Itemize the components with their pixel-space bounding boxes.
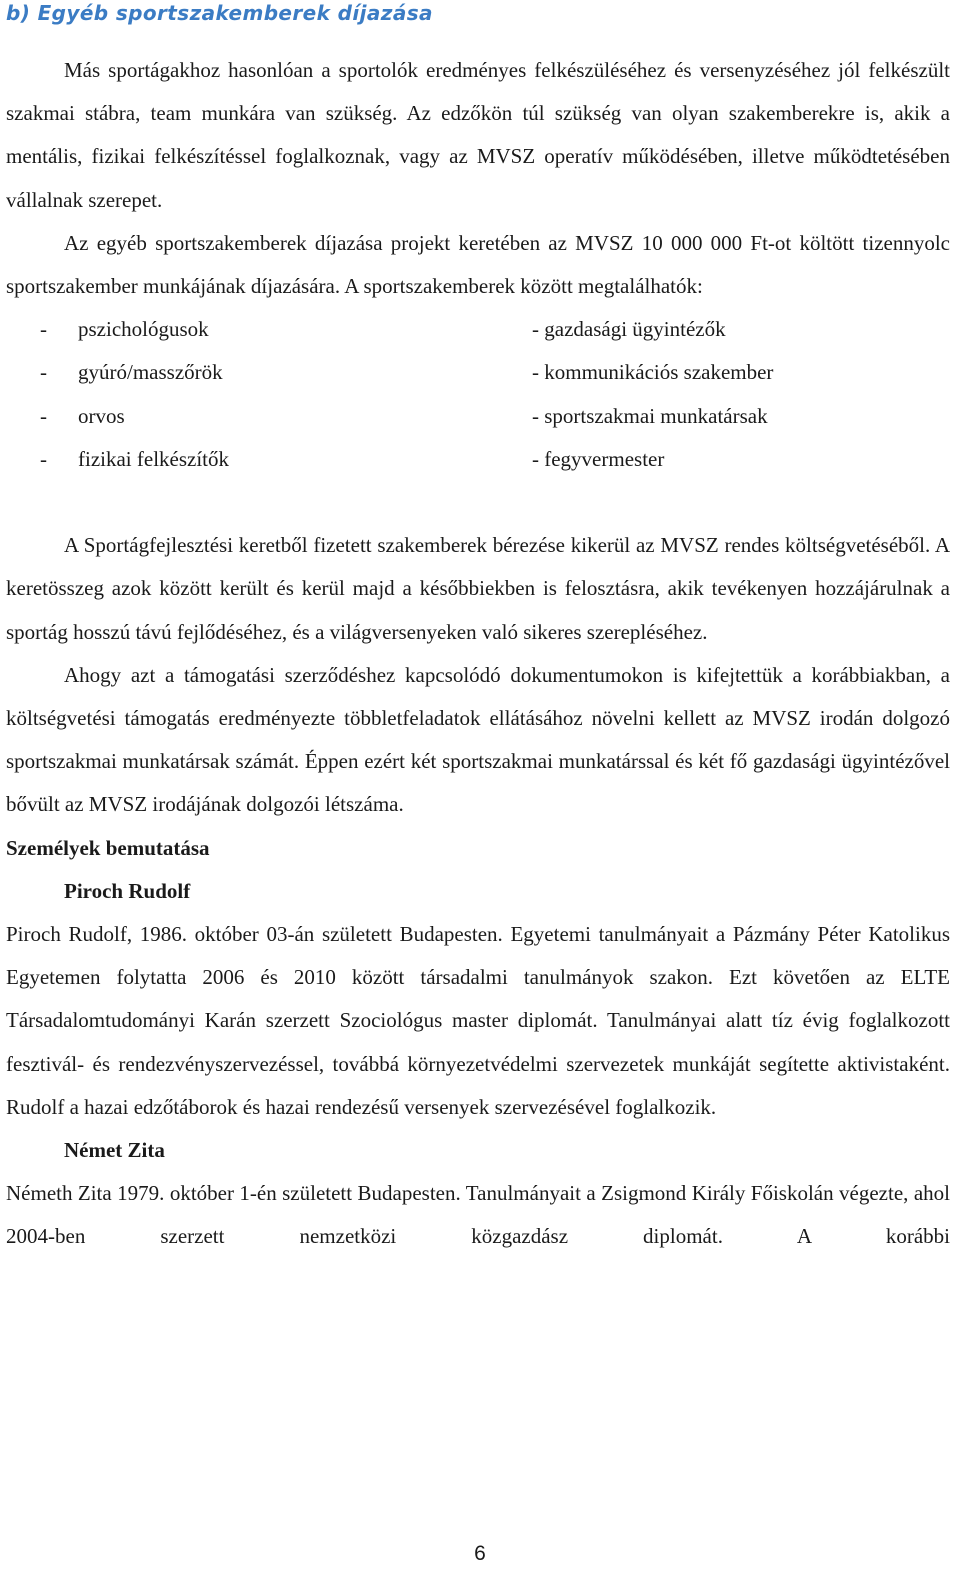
list-item-left: - pszichológusok (40, 317, 209, 342)
list-item-left: - orvos (40, 403, 125, 428)
list-row (6, 395, 950, 438)
people-heading: Személyek bemutatása (6, 835, 210, 860)
list-item-right: - sportszakmai munkatársak (532, 403, 768, 428)
person-bio: Németh Zita 1979. október 1-én született Budapesten. Tanulmányait a Zsigmond Király Főiskolán végezte, ahol 2004-ben szerzett nemzetközi közgazdász diplomát. A korábbi (6, 1181, 950, 1249)
paragraph-intro: Más sportágakhoz hasonlóan a sportolók eredményes felkészüléséhez és versenyzéséhez jól felkészült szakmai stábra, team munkára van szükség. Az edzőkön túl szükség van olyan szakemberekre is, akik a mentális, fizikai felkészítéssel foglalkoznak, vagy az MVSZ operatív működésében, illetve működtetésében vállalnak szerepet. (6, 58, 950, 212)
paragraph-staff: Ahogy azt a támogatási szerződéshez kapcsolódó dokumentumokon is kifejtettük a korábbiakban, a költségvetési támogatás eredményezte többletfeladatok ellátásához növelni kellett az MVSZ irodán dolgozó sportszakmai munkatársak számát. Éppen ezért két sportszakmai munkatárssal és két fő gazdasági ügyintézővel bővült az MVSZ irodájának dolgozói létszáma. (6, 662, 950, 817)
body-text (6, 49, 950, 1259)
page-number: 6 (474, 1542, 486, 1565)
list-item-right: - fegyvermester (532, 446, 665, 471)
paragraph-budget: Az egyéb sportszakemberek díjazása projekt keretében az MVSZ 10 000 000 Ft-ot költött tizennyolc sportszakember munkájának díjazására. A sportszakemberek között megtalálhatók: (6, 230, 950, 299)
person-name: Német Zita (64, 1138, 165, 1163)
section-heading: b) Egyéb sportszakemberek díjazása (6, 1, 433, 25)
paragraph-funding: A Sportágfejlesztési keretből fizetett szakemberek bérezése kikerül az MVSZ rendes költségvetéséből. A keretösszeg azok között került és kerül majd a későbbiekben is felosztásra, akik tevékenyen hozzájárulnak a sportág hosszú távú fejlődéséhez, és a világversenyeken való sikeres szerepléséhez. (6, 533, 950, 644)
list-item-left: - gyúró/masszőrök (40, 360, 223, 385)
list-item-left: - fizikai felkészítők (40, 446, 230, 471)
list-row (6, 308, 950, 351)
person-bio: Piroch Rudolf, 1986. október 03-án született Budapesten. Egyetemi tanulmányait a Pázmány Péter Katolikus Egyetemen folytatta 2006 és 2010 között társadalmi tanulmányok szakon. Ezt követően az ELTE Társadalomtudományi Karán szerzett Szociológus master diplomát. Tanulmányai alatt tíz évig foglalkozott fesztivál- és rendezvényszervezéssel, továbbá környezetvédelmi szervezetek munkáját segítette aktivistaként. Rudolf a hazai edzőtáborok és hazai rendezésű versenyek szervezésével foglalkozik. (6, 922, 950, 1119)
specialist-list (6, 308, 950, 481)
person-name: Piroch Rudolf (64, 878, 191, 903)
list-row (6, 351, 950, 394)
list-row (6, 438, 950, 481)
spacer (6, 481, 950, 524)
list-item-right: - kommunikációs szakember (532, 360, 774, 385)
list-item-right: - gazdasági ügyintézők (532, 317, 726, 342)
